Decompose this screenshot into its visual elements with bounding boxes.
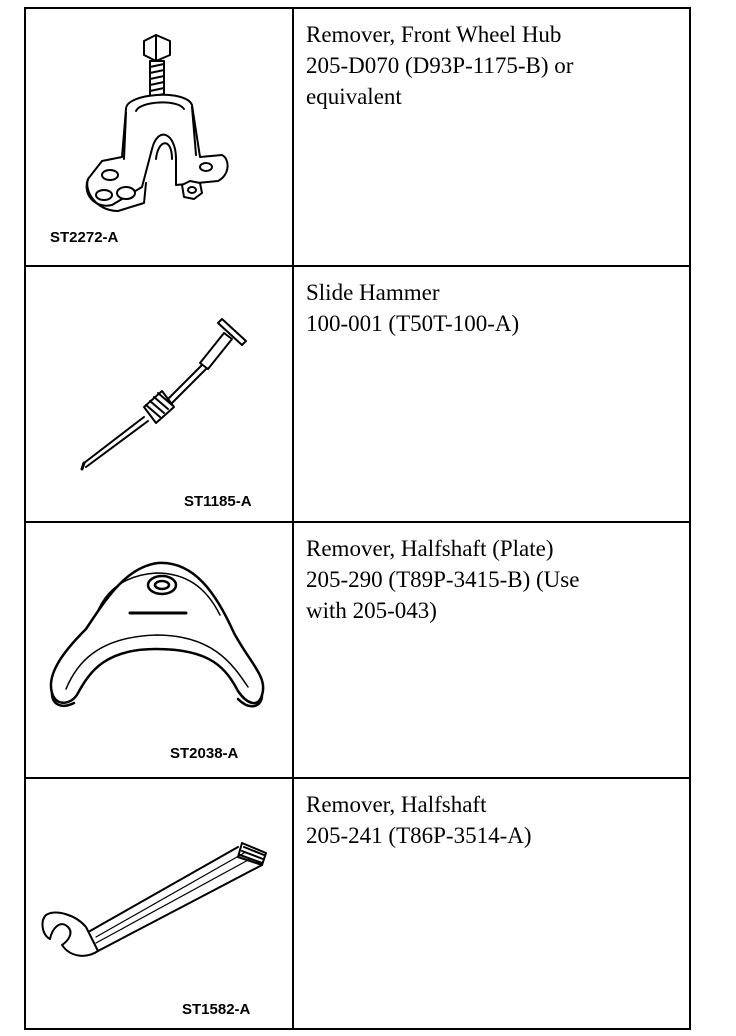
illustration-cell <box>26 9 294 265</box>
halfshaft-remover-icon <box>26 779 292 1028</box>
description-line: with 205-043) <box>306 598 437 623</box>
tool-code-label: ST1185-A <box>184 493 252 510</box>
description-line: 205-D070 (D93P-1175-B) or <box>306 53 574 78</box>
tool-description <box>294 267 689 521</box>
description-line: Slide Hammer <box>306 280 440 305</box>
description-line: Remover, Front Wheel Hub <box>306 22 562 47</box>
description-line: 100-001 (T50T-100-A) <box>306 311 520 336</box>
slide-hammer-icon <box>26 267 292 521</box>
illustration-cell <box>26 523 294 777</box>
tool-row <box>26 779 689 1028</box>
tool-row <box>26 9 689 267</box>
description-line: 205-290 (T89P-3415-B) (Use <box>306 567 580 592</box>
illustration-cell <box>26 779 294 1028</box>
description-line: Remover, Halfshaft (Plate) <box>306 536 554 561</box>
description-line: Remover, Halfshaft <box>306 792 487 817</box>
description-line: 205-241 (T86P-3514-A) <box>306 823 532 848</box>
tool-description <box>294 523 689 777</box>
tool-row <box>26 523 689 779</box>
tool-description <box>294 9 689 265</box>
illustration-cell <box>26 267 294 521</box>
tool-row <box>26 267 689 523</box>
tool-description <box>294 779 689 1028</box>
tool-code-label: ST2272-A <box>50 229 119 246</box>
tool-code-label: ST1582-A <box>182 1001 251 1018</box>
special-tools-table <box>24 7 691 1030</box>
halfshaft-plate-icon <box>26 523 292 777</box>
hub-remover-icon <box>26 9 292 265</box>
description-line: equivalent <box>306 84 402 109</box>
tool-code-label: ST2038-A <box>170 745 239 762</box>
